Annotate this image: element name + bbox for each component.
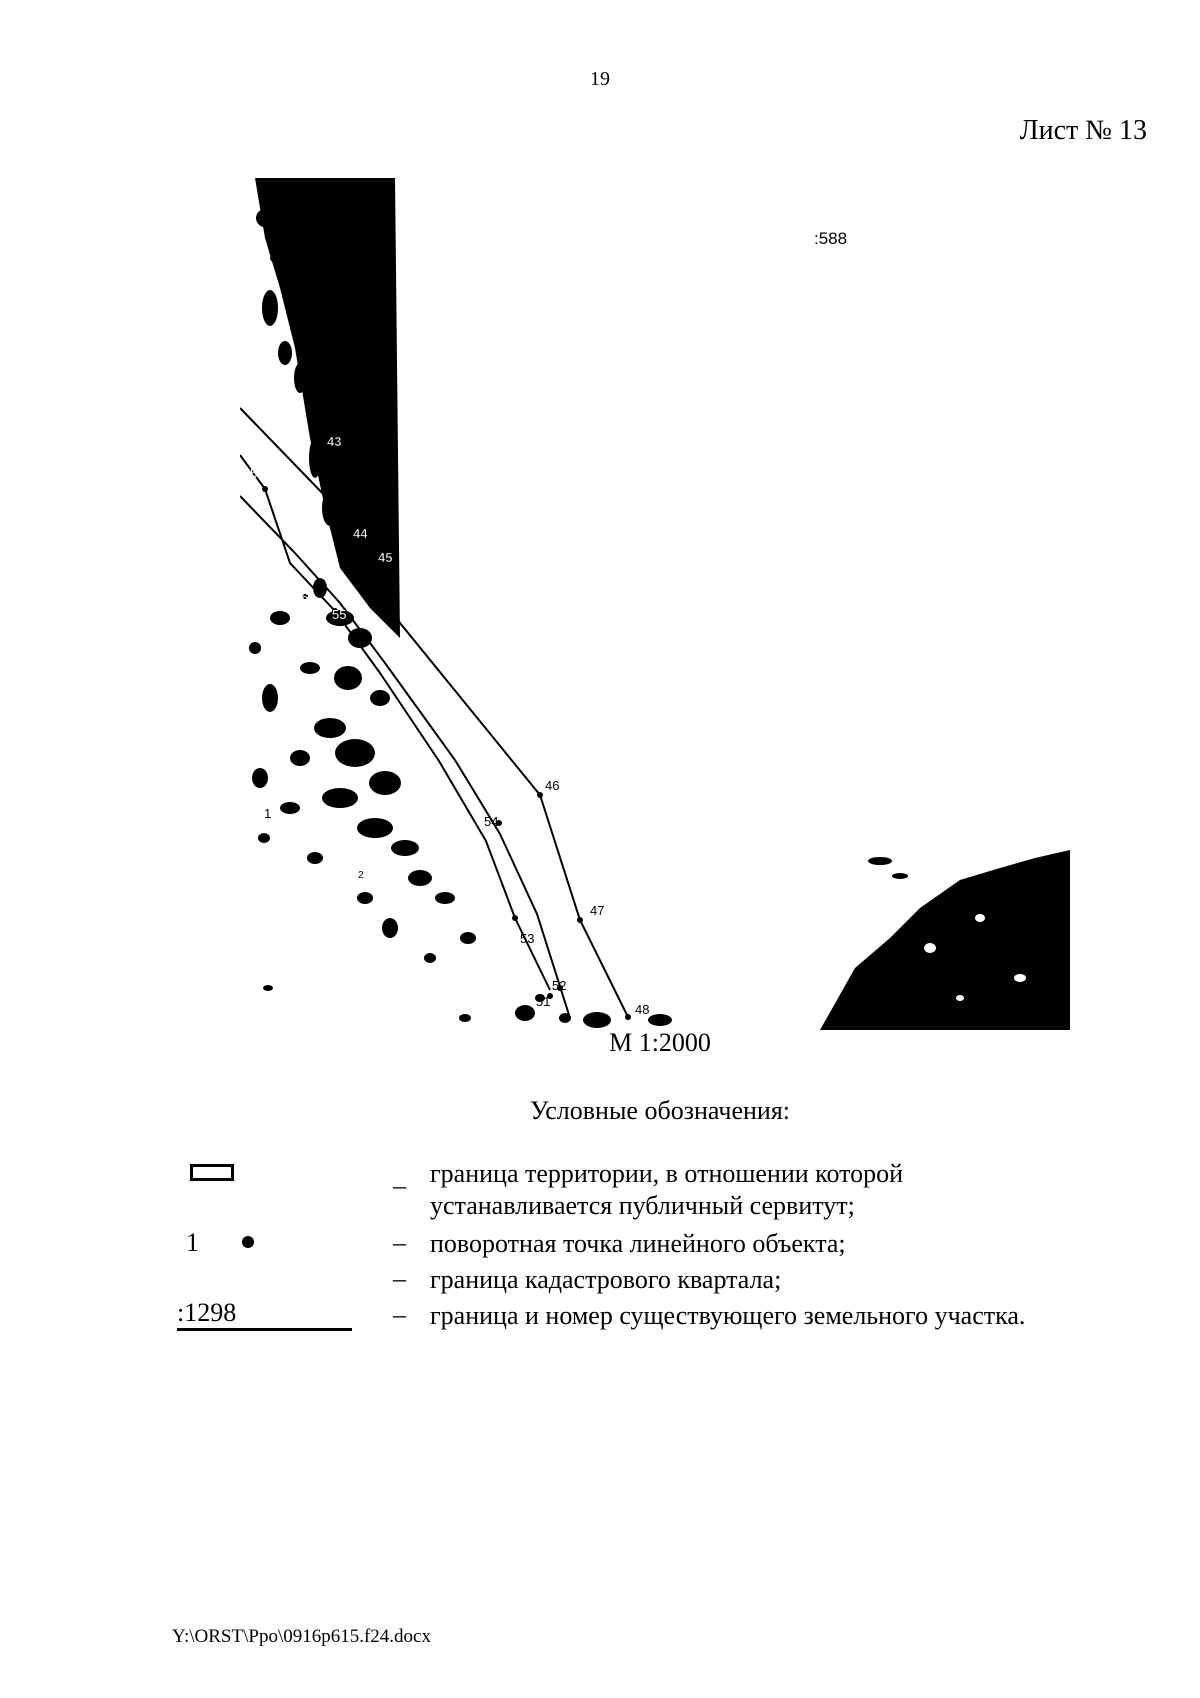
point-label-52: 52 bbox=[552, 978, 567, 993]
turning-point-dot-icon bbox=[242, 1236, 254, 1248]
point-label-56: 56 bbox=[294, 590, 309, 605]
servitude-boundary bbox=[240, 408, 628, 1018]
boundary-symbol bbox=[190, 1164, 234, 1181]
point-label-55: 55 bbox=[332, 607, 347, 622]
legend-dash: – bbox=[393, 1228, 406, 1257]
legend-title: Условные обозначения: bbox=[529, 1096, 791, 1125]
point-label-45: 45 bbox=[378, 550, 393, 565]
legend-text-boundary bbox=[430, 1158, 1170, 1222]
turning-point-number: 1 bbox=[186, 1228, 199, 1257]
legend-dash: _ bbox=[393, 1162, 406, 1191]
legend-text-turning-point: поворотная точка линейного объекта; bbox=[430, 1229, 846, 1258]
legend-text-line2: устанавливается публичный сервитут; bbox=[430, 1191, 855, 1220]
legend-dash: – bbox=[393, 1264, 406, 1293]
stray-label-1: 1 bbox=[264, 806, 272, 821]
footer-file-path: Y:\ORST\Ppo\0916p615.f24.docx bbox=[172, 1626, 431, 1647]
forest-area bbox=[255, 178, 400, 638]
point-label-51: 51 bbox=[536, 994, 551, 1009]
point-label-44: 44 bbox=[353, 526, 368, 541]
legend-dash: – bbox=[393, 1300, 406, 1329]
point-label-53: 53 bbox=[520, 931, 535, 946]
legend-text-parcel: граница и номер существующего земельного участка. bbox=[430, 1301, 1026, 1330]
map-scale: М 1:2000 bbox=[609, 1028, 711, 1057]
turning-points bbox=[262, 486, 631, 1020]
point-label-54: 54 bbox=[484, 814, 499, 829]
point-label-46: 46 bbox=[545, 778, 560, 793]
legend-text-cadastral-block: граница кадастрового квартала; bbox=[430, 1265, 782, 1294]
map-image bbox=[240, 178, 1070, 1030]
parcel-symbol: :1298 bbox=[177, 1300, 352, 1331]
forest-area-right bbox=[820, 850, 1070, 1030]
parcel-label-588: :588 bbox=[814, 229, 848, 248]
point-label-47: 47 bbox=[590, 903, 605, 918]
page-number: 19 bbox=[590, 68, 610, 90]
stray-label-2: 2 bbox=[358, 870, 364, 881]
point-label-48: 48 bbox=[635, 1002, 650, 1017]
point-label-57: 57 bbox=[250, 466, 265, 481]
point-label-43: 43 bbox=[327, 434, 342, 449]
sheet-label: Лист № 13 bbox=[1019, 115, 1147, 146]
legend-text-line1: граница территории, в отношении которой bbox=[430, 1159, 904, 1188]
